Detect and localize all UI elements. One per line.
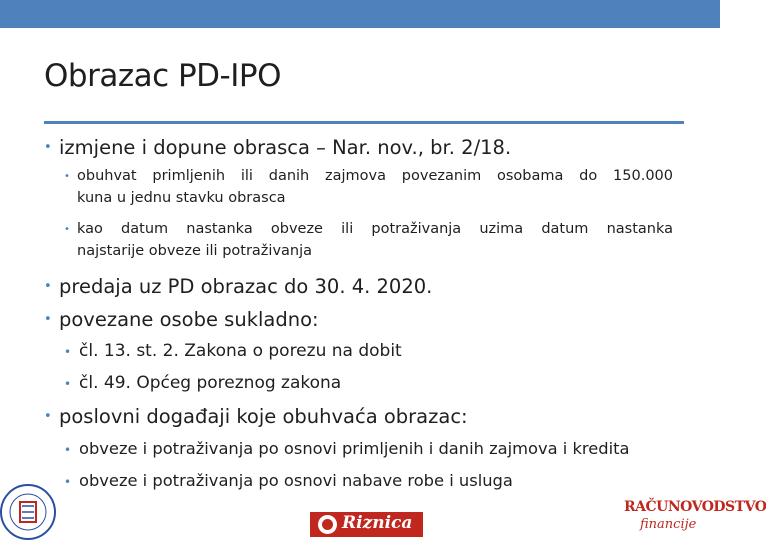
seal-logo — [0, 468, 62, 540]
bullet-icon: • — [64, 377, 72, 391]
list-item-text: predaja uz PD obrazac do 30. 4. 2020. — [59, 275, 433, 298]
list-item-text: obveze i potraživanja po osnovi nabave robe i usluga — [79, 471, 513, 490]
bullet-icon: • — [44, 312, 52, 327]
bullet-icon: • — [44, 279, 52, 294]
list-item-text-line1: kao datum nastanka obveze ili potraživanja uzima datum nastanka — [77, 221, 673, 237]
rif-logo-top-text: RAČUNOVODSTVO — [624, 499, 766, 515]
riznica-emblem-icon — [318, 515, 337, 534]
bullet-icon: • — [64, 224, 70, 235]
rif-logo — [620, 497, 766, 539]
list-item-text-line2: najstarije obveze ili potraživanja — [77, 243, 313, 259]
bullet-icon: • — [64, 475, 72, 489]
list-item-text-line1: obuhvat primljenih ili danih zajmova povezanim osobama do 150.000 — [77, 168, 673, 184]
bullet-icon: • — [64, 345, 72, 359]
bullet-icon: • — [44, 409, 52, 424]
list-item-text: izmjene i dopune obrasca – Nar. nov., br. 2/18. — [59, 136, 512, 159]
header-bar — [0, 0, 720, 28]
bullet-icon: • — [64, 443, 72, 457]
list-item-text: povezane osobe sukladno: — [59, 308, 319, 331]
list-item-text: poslovni događaji koje obuhvaća obrazac: — [59, 405, 468, 428]
list-item-text: čl. 13. st. 2. Zakona o porezu na dobit — [79, 341, 402, 361]
riznica-logo-text: Riznica — [342, 513, 413, 533]
list-item-text-line2: kuna u jednu stavku obrasca — [77, 190, 286, 206]
riznica-logo — [310, 512, 423, 537]
rif-logo-bottom-text: financije — [640, 517, 697, 532]
title-divider — [44, 121, 684, 124]
slide-title: Obrazac PD-IPO — [44, 58, 281, 94]
bullet-icon: • — [64, 171, 70, 182]
list-item-text: čl. 49. Općeg poreznog zakona — [79, 373, 342, 393]
list-item-text: obveze i potraživanja po osnovi primljenih i danih zajmova i kredita — [79, 439, 630, 458]
bullet-icon: • — [44, 140, 52, 155]
